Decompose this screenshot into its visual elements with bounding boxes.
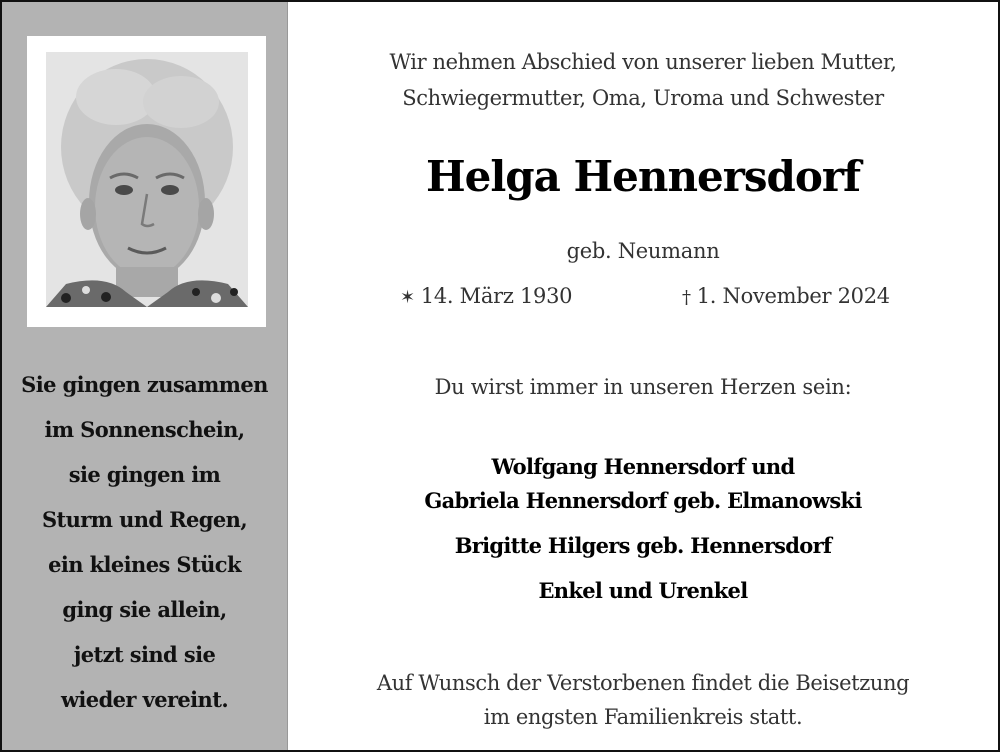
poem-line: wieder vereint. (60, 687, 229, 712)
poem-line: im Sonnenschein, (44, 417, 245, 442)
intro-line: Wir nehmen Abschied von unserer lieben Mutter, (389, 50, 897, 74)
portrait-icon (46, 52, 248, 307)
closing-line: Auf Wunsch der Verstorbenen findet die Beisetzung (376, 671, 910, 695)
deceased-name: Helga Hennersdorf (425, 152, 861, 201)
portrait-photo (46, 52, 248, 307)
mourners (288, 450, 998, 608)
poem-line: ein kleines Stück (48, 552, 241, 577)
birth-date (400, 284, 572, 308)
notice-content (288, 2, 998, 750)
photo-frame (27, 36, 266, 327)
poem (2, 362, 287, 722)
mourner-line: Brigitte Hilgers geb. Hennersdorf (454, 533, 832, 558)
star-icon: ✶ (400, 287, 415, 308)
mourner-line: Enkel und Urenkel (538, 578, 748, 603)
poem-line: sie gingen im (68, 462, 221, 487)
closing-line: im engsten Familienkreis statt. (483, 705, 803, 729)
mourner-line: Gabriela Hennersdorf geb. Elmanowski (424, 488, 862, 513)
poem-line: ging sie allein, (62, 597, 227, 622)
poem-line: Sie gingen zusammen (21, 372, 268, 397)
intro-line: Schwiegermutter, Oma, Uroma und Schwester (402, 86, 884, 110)
closing-text (288, 666, 998, 734)
death-date (682, 284, 890, 308)
death-date-text: 1. November 2024 (696, 284, 890, 308)
mourner-line: Wolfgang Hennersdorf und (491, 454, 795, 479)
maiden-name: geb. Neumann (566, 239, 720, 263)
intro-text (288, 44, 998, 116)
motto: Du wirst immer in unseren Herzen sein: (434, 375, 852, 399)
poem-line: jetzt sind sie (73, 642, 216, 667)
poem-line: Sturm und Regen, (41, 507, 248, 532)
cross-icon: † (682, 287, 691, 308)
sidebar (2, 2, 288, 750)
birth-date-text: 14. März 1930 (420, 284, 573, 308)
